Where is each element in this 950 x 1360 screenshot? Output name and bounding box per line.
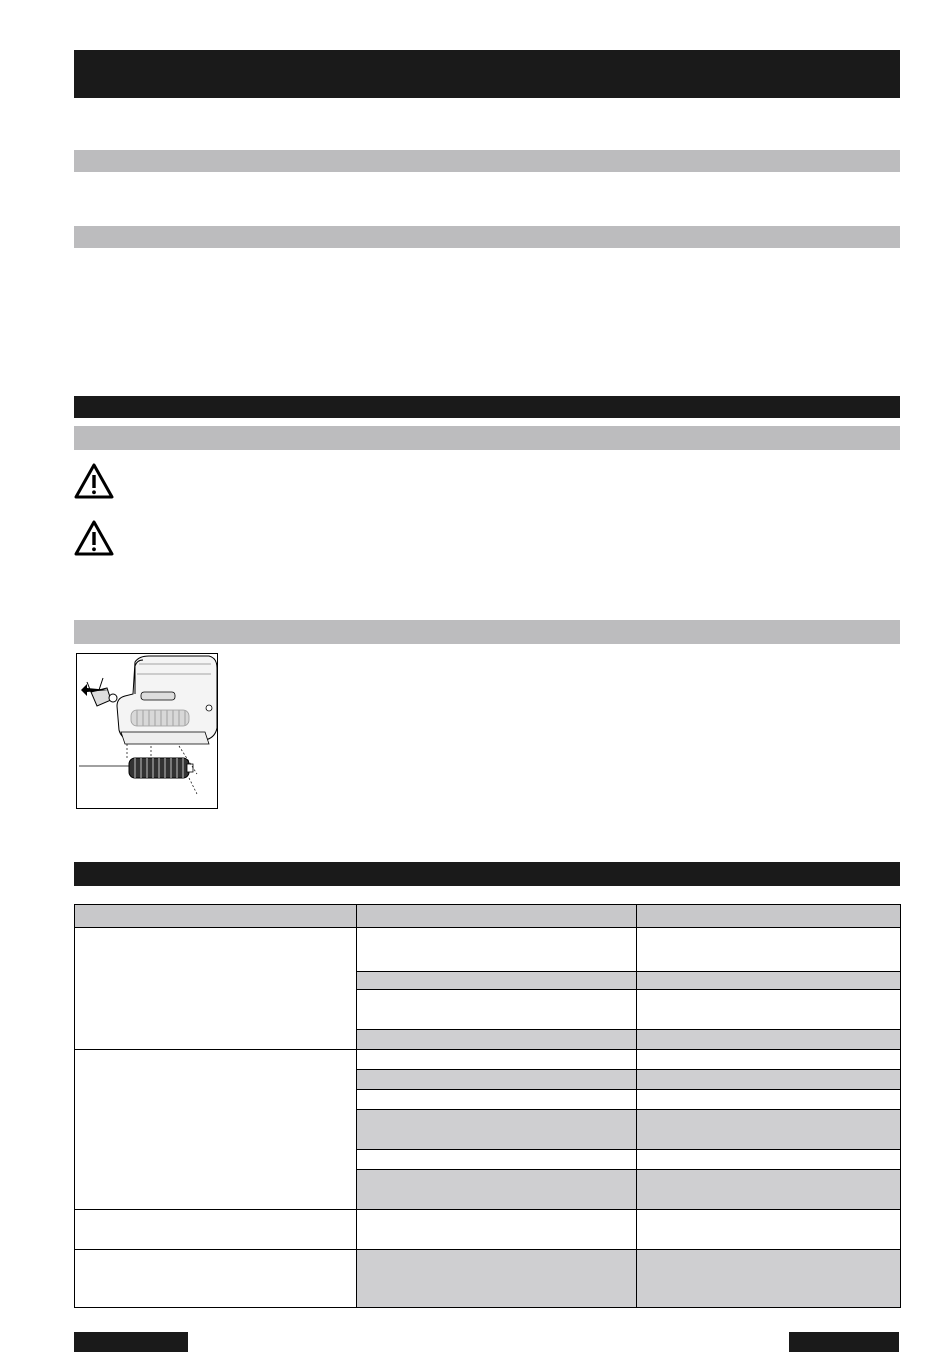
section-bar-3 [74,426,900,450]
table-row [75,1050,901,1070]
chapter-bar-1 [74,396,900,418]
table-cell [357,1170,637,1210]
table-cell [357,1210,637,1250]
table-cell [75,1250,357,1308]
chapter-bar-2 [74,862,900,886]
table-cell [357,1030,637,1050]
table-cell [637,1110,901,1150]
section-bar-4 [74,620,900,644]
section-bar-2 [74,226,900,248]
table-cell [357,928,637,972]
troubleshooting-table [74,904,901,1308]
table-cell [357,1150,637,1170]
table-cell [637,1210,901,1250]
table-cell [357,972,637,990]
warning-triangle-icon [73,519,115,557]
table-cell [357,1250,637,1308]
table-cell [357,1050,637,1070]
footer-right-tab [789,1332,899,1352]
table-cell [357,1090,637,1110]
table-cell [637,1030,901,1050]
table-cell [637,1250,901,1308]
table-header-row [75,905,901,928]
machine-drawing [77,654,217,808]
brush-roller-illustration [76,653,218,809]
table-cell [637,1090,901,1110]
table-cell [357,1070,637,1090]
table-cell [637,1070,901,1090]
table-header-cell [637,905,901,928]
warning-triangle-icon [73,462,115,500]
footer-left-tab [74,1332,188,1352]
table-cell [637,1050,901,1070]
table-cell [357,990,637,1030]
table-cell [75,928,357,1050]
table-cell [637,990,901,1030]
table-cell [637,972,901,990]
table-cell [637,1150,901,1170]
section-bar-1 [74,150,900,172]
table-cell [637,1170,901,1210]
table-row [75,928,901,972]
page-header-bar [74,50,900,98]
table-cell [637,928,901,972]
table-row [75,1250,901,1308]
table-cell [75,1210,357,1250]
table-row [75,1210,901,1250]
table-header-cell [75,905,357,928]
table-cell [75,1050,357,1210]
table-cell [357,1110,637,1150]
table-header-cell [357,905,637,928]
